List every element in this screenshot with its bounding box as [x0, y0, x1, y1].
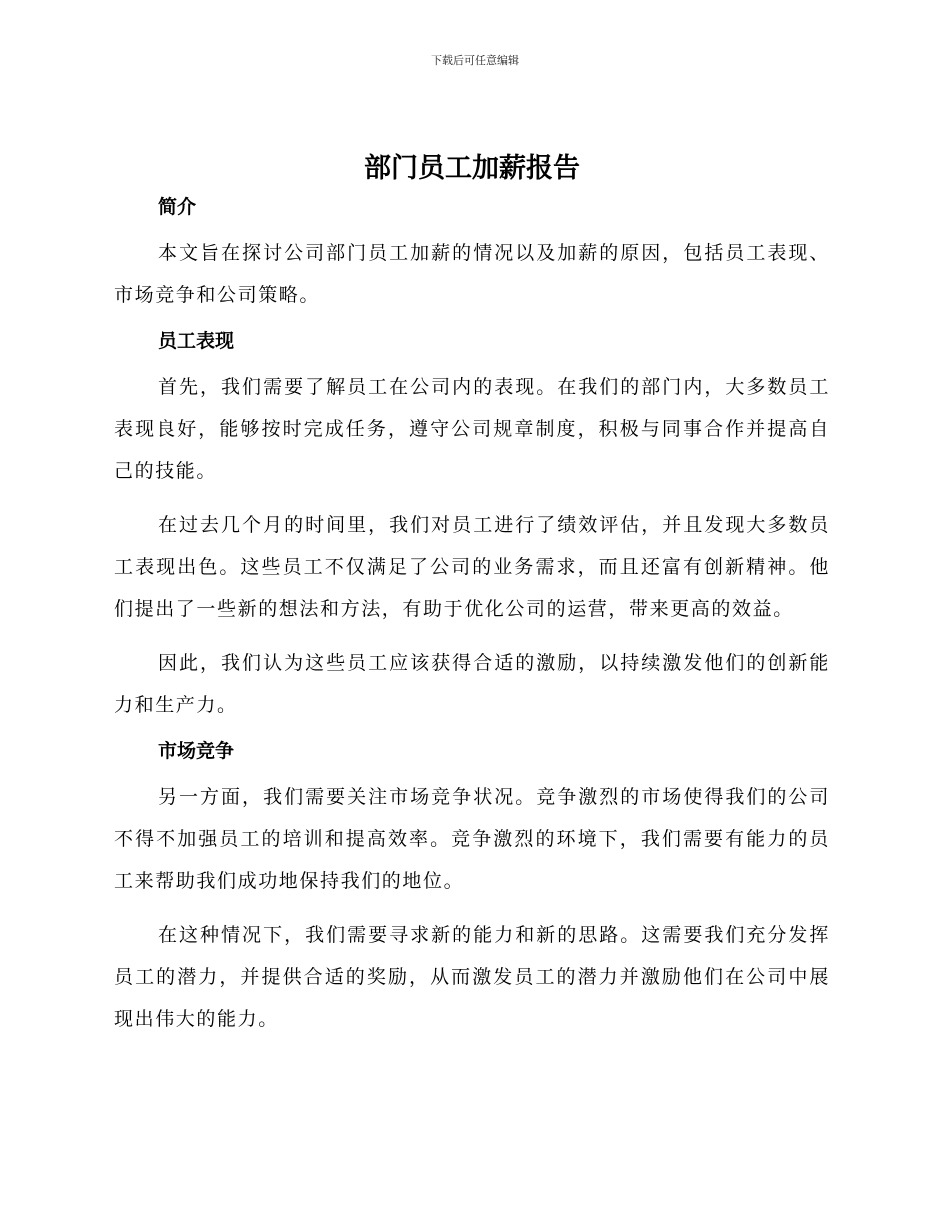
section-heading: 简介	[158, 196, 197, 218]
paragraph: 因此，我们认为这些员工应该获得合适的激励，以持续激发他们的创新能力和生产力。	[114, 652, 830, 716]
section-introduction	[114, 194, 830, 316]
page-header-note: 下载后可任意编辑	[431, 54, 519, 67]
section-heading: 市场竞争	[158, 740, 235, 762]
paragraph: 另一方面，我们需要关注市场竞争状况。竞争激烈的市场使得我们的公司不得不加强员工的培训和提高效率。竞争激烈的环境下，我们需要有能力的员工来帮助我们成功地保持我们的地位。	[114, 786, 830, 892]
section-market-competition	[114, 738, 830, 1040]
paragraph: 首先，我们需要了解员工在公司内的表现。在我们的部门内，大多数员工表现良好，能够按时完成任务，遵守公司规章制度，积极与同事合作并提高自己的技能。	[114, 376, 830, 482]
document-title: 部门员工加薪报告	[364, 153, 580, 184]
section-employee-performance	[114, 328, 830, 726]
paragraph: 在这种情况下，我们需要寻求新的能力和新的思路。这需要我们充分发挥员工的潜力，并提供合适的奖励，从而激发员工的潜力并激励他们在公司中展现出伟大的能力。	[114, 924, 830, 1030]
paragraph: 在过去几个月的时间里，我们对员工进行了绩效评估，并且发现大多数员工表现出色。这些员工不仅满足了公司的业务需求，而且还富有创新精神。他们提出了一些新的想法和方法，有助于优化公司的运营，带来更高的效益。	[114, 514, 830, 620]
paragraph: 本文旨在探讨公司部门员工加薪的情况以及加薪的原因，包括员工表现、市场竞争和公司策略。	[114, 242, 830, 306]
document-body	[114, 150, 830, 1052]
section-heading: 员工表现	[158, 330, 235, 352]
